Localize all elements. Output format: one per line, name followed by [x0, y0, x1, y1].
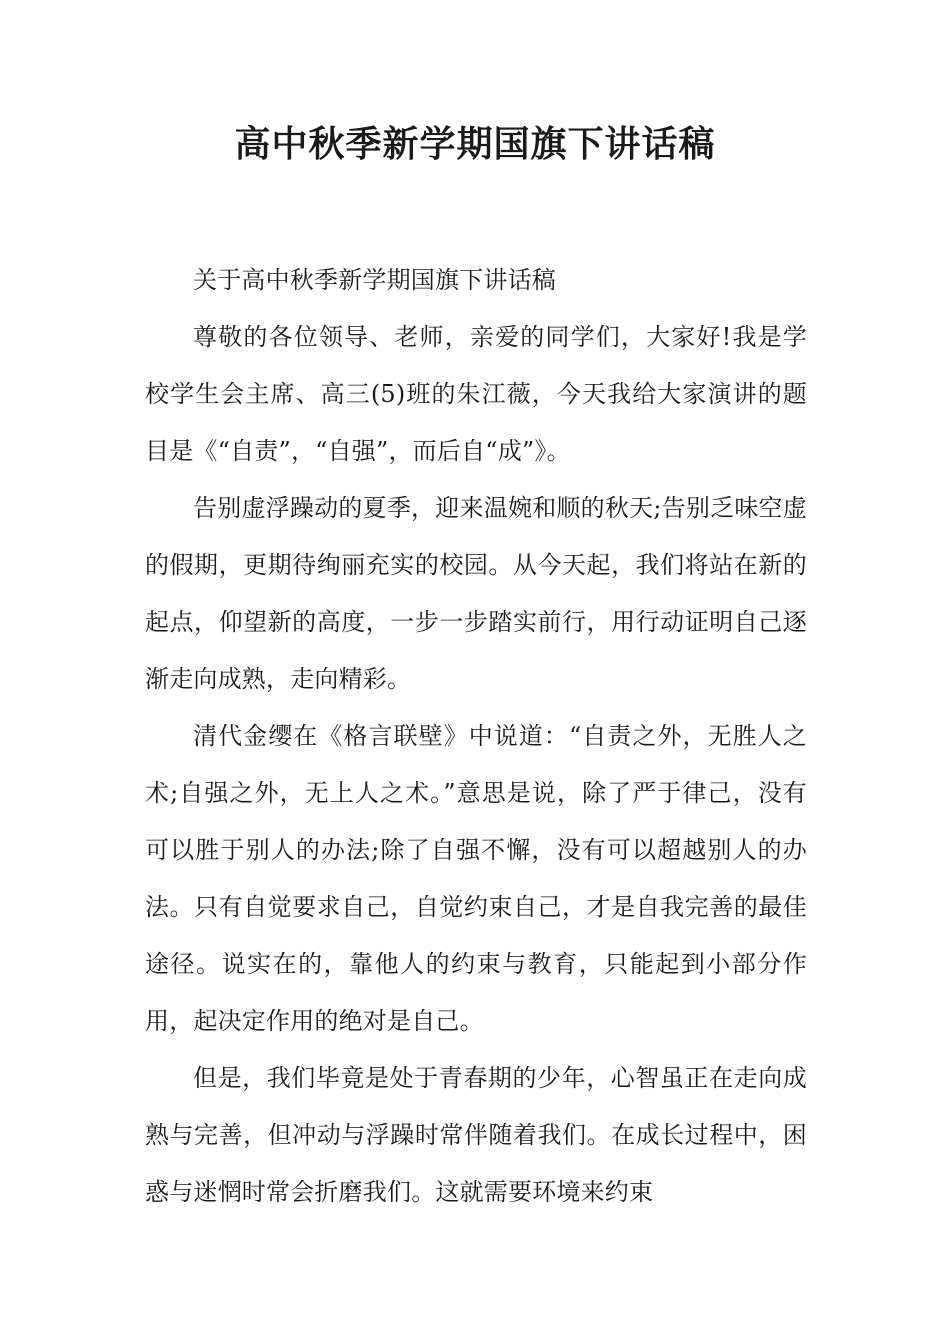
document-title: 高中秋季新学期国旗下讲话稿	[234, 123, 716, 165]
paragraph-youth: 但是，我们毕竟是处于青春期的少年，心智虽正在走向成熟与完善，但冲动与浮躁时常伴随着我们。在成长过程中，困惑与迷惘时常会折磨我们。这就需要环境来约束	[145, 1064, 807, 1206]
paragraph-season: 告别虚浮躁动的夏季，迎来温婉和顺的秋天;告别乏味空虚的假期，更期待绚丽充实的校园。从今天起，我们将站在新的起点，仰望新的高度，一步一步踏实前行，用行动证明自己逐渐走向成熟，走向精彩。	[145, 494, 807, 693]
paragraph-quote: 清代金缨在《格言联壁》中说道：“自责之外，无胜人之术;自强之外，无上人之术。”意思是说，除了严于律己，没有可以胜于别人的办法;除了自强不懈，没有可以超越别人的办法。只有自觉要求自己，自觉约束自己，才是自我完善的最佳途径。说实在的，靠他人的约束与教育，只能起到小部分作用，起决定作用的绝对是自己。	[145, 722, 807, 1035]
paragraph-greeting: 尊敬的各位领导、老师，亲爱的同学们，大家好!我是学校学生会主席、高三(5)班的朱江薇，今天我给大家演讲的题目是《“自责”，“自强”，而后自“成”》。	[145, 323, 807, 465]
paragraph-subtitle: 关于高中秋季新学期国旗下讲话稿	[193, 266, 556, 294]
document-body	[145, 252, 807, 1221]
